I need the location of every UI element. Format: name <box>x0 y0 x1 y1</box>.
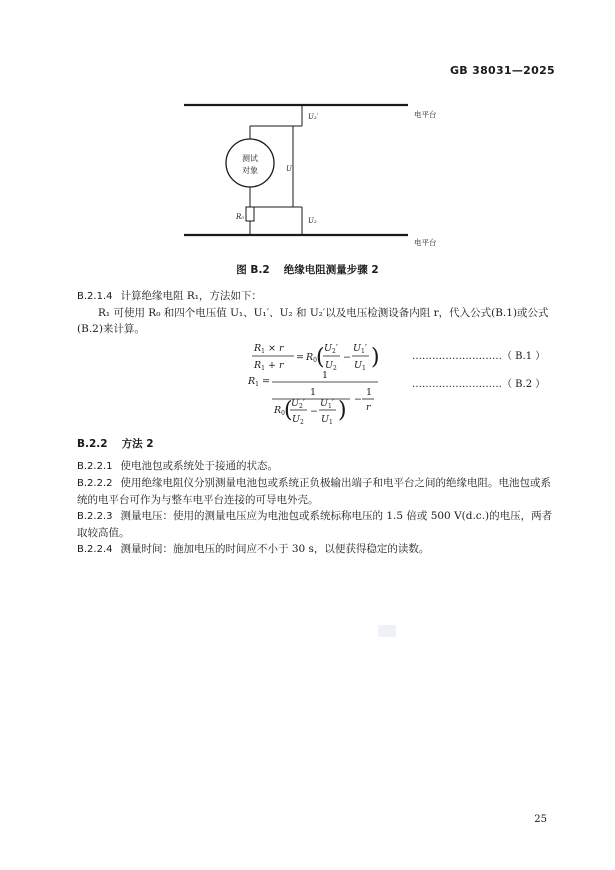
top-platform-label: 电平台 <box>414 110 437 119</box>
paragraph-number: B.2.2.4 <box>77 544 113 555</box>
r0-label: R₀ <box>236 213 245 221</box>
svg-text:1: 1 <box>310 387 317 398</box>
svg-text:R1 + r: $R_1 + r$ <box>254 360 284 372</box>
svg-text:U2′: $U_2'$ <box>324 343 339 355</box>
r0-resistor <box>246 207 254 221</box>
u2-prime-label: U₂′ <box>308 113 319 121</box>
section-title: 计算绝缘电阻 R₁，方法如下： <box>120 290 262 302</box>
svg-text:U2: $U_2$ <box>325 360 337 372</box>
paragraph-b223 <box>77 508 555 541</box>
u-label: U <box>286 165 292 173</box>
svg-text:): ) <box>371 345 380 370</box>
svg-text:R0: $R_0$ <box>274 405 285 417</box>
equation-b2 <box>248 368 388 428</box>
section-b214-heading <box>77 288 555 305</box>
circuit-diagram <box>180 95 442 255</box>
svg-text:R0: $R_0$ <box>306 352 317 364</box>
figure-number: 图 B.2 <box>236 264 270 276</box>
paragraph-text: 使用绝缘电阻仪分别测量电池包或系统正负极输出端子和电平台之间的绝缘电阻。电池包或系统的电平台可作为与整车电平台连接的可导电外壳。 <box>77 477 551 506</box>
figure-title: 绝缘电阻测量步骤 2 <box>283 264 379 276</box>
section-b22-heading <box>77 436 555 452</box>
paragraph-b221 <box>77 458 555 475</box>
test-object-circle <box>226 139 274 187</box>
test-object-label-1: 测试 <box>242 154 258 163</box>
paragraph-number: B.2.2.1 <box>77 461 113 472</box>
paragraph-text: 测量时间：施加电压的时间应不小于 30 s，以便获得稳定的读数。 <box>120 543 430 555</box>
svg-text:U2′: $U_2'$ <box>291 398 306 410</box>
figure-caption <box>0 262 615 277</box>
svg-text:−: − <box>310 406 318 417</box>
section-number: B.2.2 <box>77 438 108 450</box>
equation-b1-ref: ………………………（ B.1 ） <box>412 351 546 362</box>
page-number: 25 <box>534 814 547 825</box>
section-number: B.2.1.4 <box>77 291 113 302</box>
svg-text:1: 1 <box>322 370 329 381</box>
svg-text:U1: $U_1$ <box>321 414 333 426</box>
watermark-logo <box>378 625 396 637</box>
svg-text:(: ( <box>316 345 325 370</box>
equation-b2-ref: ………………………（ B.2 ） <box>412 379 546 390</box>
svg-text:U1: $U_1$ <box>354 360 366 372</box>
paragraph-text: 测量电压：使用的测量电压应为电池包或系统标称电压的 1.5 倍或 500 V(d.c.)的电压，两者取较高值。 <box>77 510 553 539</box>
svg-text:−: − <box>354 394 362 405</box>
svg-text:U2: $U_2$ <box>292 414 304 426</box>
svg-text:−: − <box>343 352 351 363</box>
paragraph-number: B.2.2.3 <box>77 511 113 522</box>
u2-label: U₂ <box>308 217 317 225</box>
paragraph-text: 使电池包或系统处于接通的状态。 <box>120 460 278 472</box>
svg-text:U1′: $U_1'$ <box>320 398 335 410</box>
bottom-platform-label: 电平台 <box>414 238 437 247</box>
svg-text:R1 =: $R_1$ = <box>248 376 270 388</box>
svg-text:U1′: $U_1'$ <box>353 343 368 355</box>
svg-text:): ) <box>338 398 347 423</box>
paragraph-b222 <box>77 475 555 508</box>
paragraph-number: B.2.2.2 <box>77 478 113 489</box>
section-title: 方法 2 <box>121 438 154 450</box>
standard-number: GB 38031—2025 <box>449 64 555 77</box>
test-object-label-2: 对象 <box>242 166 258 175</box>
svg-text:(: ( <box>284 398 293 423</box>
svg-text:r: r <box>366 402 371 413</box>
svg-text:=: = <box>296 352 304 363</box>
svg-text:R1 × r: $R_1 \times r$ <box>254 343 284 355</box>
section-b214-body: R₁ 可使用 R₀ 和四个电压值 U₁、U₁′、U₂ 和 U₂′以及电压检测设备内阻 r，代入公式(B.1)或公式(B.2)来计算。 <box>77 307 549 335</box>
svg-text:1: 1 <box>366 387 373 398</box>
paragraph-b224 <box>77 541 555 558</box>
